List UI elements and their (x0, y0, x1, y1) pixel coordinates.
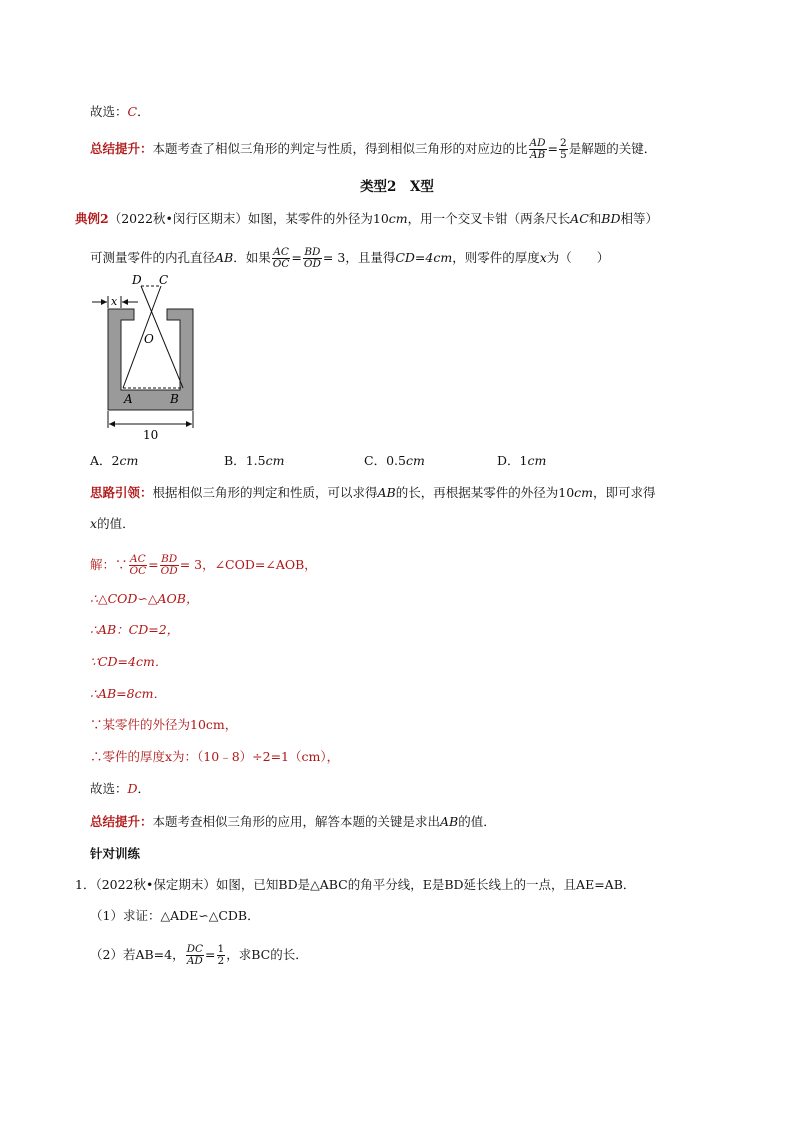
example-text: 和 (588, 211, 602, 226)
unit: cm (388, 211, 408, 226)
hint-label: 思路引领： (90, 485, 153, 500)
example-line-2 (90, 247, 609, 270)
hint-text: 的长，再根据某零件的外径为10 (395, 485, 575, 500)
example-text: ，则零件的厚度 (452, 250, 540, 265)
option-a[interactable]: A．2cm (90, 453, 139, 468)
example-line-1 (75, 211, 658, 227)
hint-line-2 (90, 516, 135, 532)
solution-line-6: ∵某零件的外径为10cm， (90, 717, 238, 732)
label-width: 10 (143, 428, 159, 442)
option-d[interactable]: D．1cm (497, 453, 547, 468)
example-source: （2022秋•闵行区期末） (108, 211, 248, 226)
unit: cm (574, 485, 594, 500)
caliper-arm-ac (123, 286, 161, 388)
training-q1-part1: （1）求证：△ADE∽△CDB． (90, 908, 260, 923)
variable-x: x (539, 250, 547, 265)
equals-sign: = (291, 250, 302, 265)
solution-line-2: ∴△COD∽△AOB， (90, 591, 199, 606)
option-c[interactable]: C．0.5cm (364, 453, 425, 468)
solution-line-3: ∴AB：CD=2， (90, 622, 180, 637)
fraction-ac-oc: $\frac{AC}{OC}$ (272, 246, 290, 270)
fraction-two-fifths: $\frac{2}{5}$ (560, 137, 567, 161)
summary-text-end: 是解题的关键． (568, 141, 657, 156)
summary-text: 的值． (458, 814, 496, 829)
answer-prefix: 故选： (90, 104, 128, 119)
x-arrowhead-left (101, 299, 107, 305)
label-b: B (170, 392, 179, 406)
solution-line-7: ∴零件的厚度x为：（10﹣8）÷2=1（cm）， (90, 749, 340, 764)
example-text: = 3，且量得 (322, 250, 396, 265)
segment-ab: AB (377, 485, 396, 500)
label-x: x (111, 295, 118, 308)
part-cross-section (108, 309, 193, 410)
x-arrowhead-right (122, 299, 128, 305)
training-question-1: 1．（2022秋•保定期末）如图，已知BD是△ABC的角平分线，E是BD延长线上的一点，且AE=AB． (75, 877, 636, 892)
solution-line-4: ∵CD=4cm． (90, 654, 168, 669)
label-d: D (132, 273, 142, 287)
label-a: A (124, 392, 133, 406)
solution-answer: 故选：D． (90, 781, 151, 796)
summary-1 (90, 138, 656, 161)
hint-text: ，即可求得 (593, 485, 656, 500)
summary-text: 本题考查了相似三角形的判定与性质，得到相似三角形的对应边的比 (152, 141, 528, 156)
example-text: ，用一个交叉卡钳（两条尺长 (407, 211, 571, 226)
segment-ac: AC (570, 211, 589, 226)
training-q1-part2: （2）若AB=4， $\frac{DC}{AD}$ = $\frac{1}{2}$ ，求BC的长． (90, 943, 308, 967)
solution-line-5: ∴AB=8cm． (90, 686, 166, 701)
hint-text: 的值． (97, 516, 135, 531)
option-b[interactable]: B．1.5cm (224, 453, 285, 468)
label-o: O (144, 332, 154, 346)
equals-sign: = (547, 141, 559, 156)
segment-ab: AB (440, 814, 459, 829)
example-text: 可测量零件的内孔直径 (90, 250, 216, 265)
width-arrowhead-left (109, 421, 115, 427)
variable-x: x (90, 516, 98, 531)
segment-ab: AB (215, 250, 234, 265)
example-text: 如图，某零件的外径为10 (247, 211, 389, 226)
solution-line-1: 解：∵ $\frac{AC}{OC}$ = $\frac{BD}{OD}$ = 3，∠COD=∠AOB， (90, 553, 317, 577)
section-title: 类型2 X型 (360, 179, 434, 195)
width-arrowhead-right (186, 421, 192, 427)
training-title: 针对训练 (90, 846, 141, 861)
example-text: ．如果 (233, 250, 271, 265)
answer-end: ． (137, 104, 150, 119)
summary-text: 本题考查相似三角形的应用，解答本题的关键是求出 (152, 814, 441, 829)
hint-line-1 (90, 485, 656, 501)
answer-line-1 (90, 104, 150, 120)
summary-label: 总结提升： (90, 814, 153, 829)
example-text: 相等） (620, 211, 659, 226)
summary-2 (90, 814, 496, 830)
fraction-ad-ab: $\frac{AD}{AB}$ (529, 137, 546, 161)
unit: cm (433, 250, 453, 265)
answer-choice: C (127, 104, 138, 119)
segment-bd: BD (601, 211, 621, 226)
label-c: C (159, 273, 169, 287)
example-label: 典例2 (75, 211, 109, 226)
hint-text: 根据相似三角形的判定和性质，可以求得 (152, 485, 378, 500)
summary-label: 总结提升： (90, 141, 153, 156)
cd-value: CD=4 (395, 250, 434, 265)
caliper-figure (88, 272, 208, 442)
example-text: 为（ ） (546, 250, 610, 265)
fraction-bd-od: $\frac{BD}{OD}$ (303, 246, 321, 270)
